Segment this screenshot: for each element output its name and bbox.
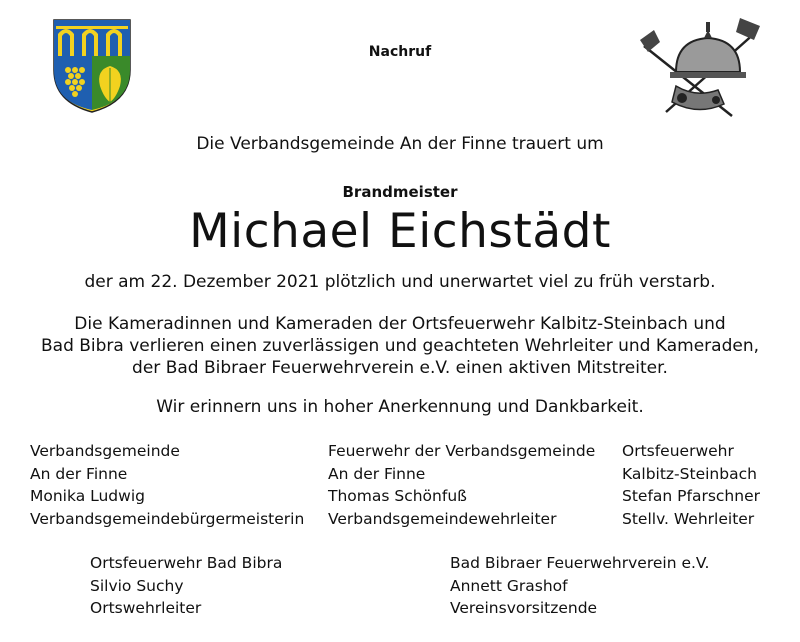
signature-line: An der Finne [328,464,426,483]
deceased-name: Michael Eichstädt [189,204,611,259]
signature-block [30,440,304,530]
signature-line: Feuerwehr der Verbandsgemeinde [328,442,596,460]
signature-line: Ortsfeuerwehr [622,442,734,460]
tribute-line: Bad Bibra verlieren einen zuverlässigen und geachteten Wehrleiter und Kameraden, [40,336,760,356]
signature-line: Verbandsgemeindewehrleiter [328,509,557,528]
signature-line: Annett Grashof [450,576,568,595]
signature-line: Thomas Schönfuß [328,487,467,505]
rank-label: Brandmeister [342,183,458,201]
tribute-paragraph [0,313,800,379]
fire-brigade-emblem-icon [636,12,768,122]
signature-block [450,552,709,620]
signature-line: An der Finne [30,464,128,483]
signature-block [328,440,595,530]
heading: Nachruf [368,44,432,60]
signature-line: Vereinsvorsitzende [450,599,598,617]
signature-line: Bad Bibraer Feuerwehrverein e.V. [450,554,710,572]
intro-text: Die Verbandsgemeinde An der Finne trauert um [196,134,604,154]
death-line: der am 22. Dezember 2021 plötzlich und unerwartet viel zu früh verstarb. [84,272,716,292]
tribute-line: der Bad Bibraer Feuerwehrverein e.V. einen aktiven Mitstreiter. [132,358,668,378]
signature-line: Stefan Pfarschner [622,487,760,505]
signature-line: Stellv. Wehrleiter [622,509,755,528]
signature-line: Ortsfeuerwehr Bad Bibra [90,554,283,572]
signature-block [622,440,760,530]
signature-line: Ortswehrleiter [90,599,202,617]
coat-of-arms-icon [52,18,132,114]
signature-block [90,552,282,620]
signature-line: Verbandsgemeinde [30,442,180,460]
tribute-line: Die Kameradinnen und Kameraden der Ortsfeuerwehr Kalbitz-Steinbach und [74,314,726,334]
signature-line: Kalbitz-Steinbach [622,464,757,483]
signature-line: Silvio Suchy [90,576,184,595]
remembrance-line: Wir erinnern uns in hoher Anerkennung und Dankbarkeit. [156,397,644,417]
signature-line: Verbandsgemeindebürgermeisterin [30,509,305,528]
signature-line: Monika Ludwig [30,487,145,505]
